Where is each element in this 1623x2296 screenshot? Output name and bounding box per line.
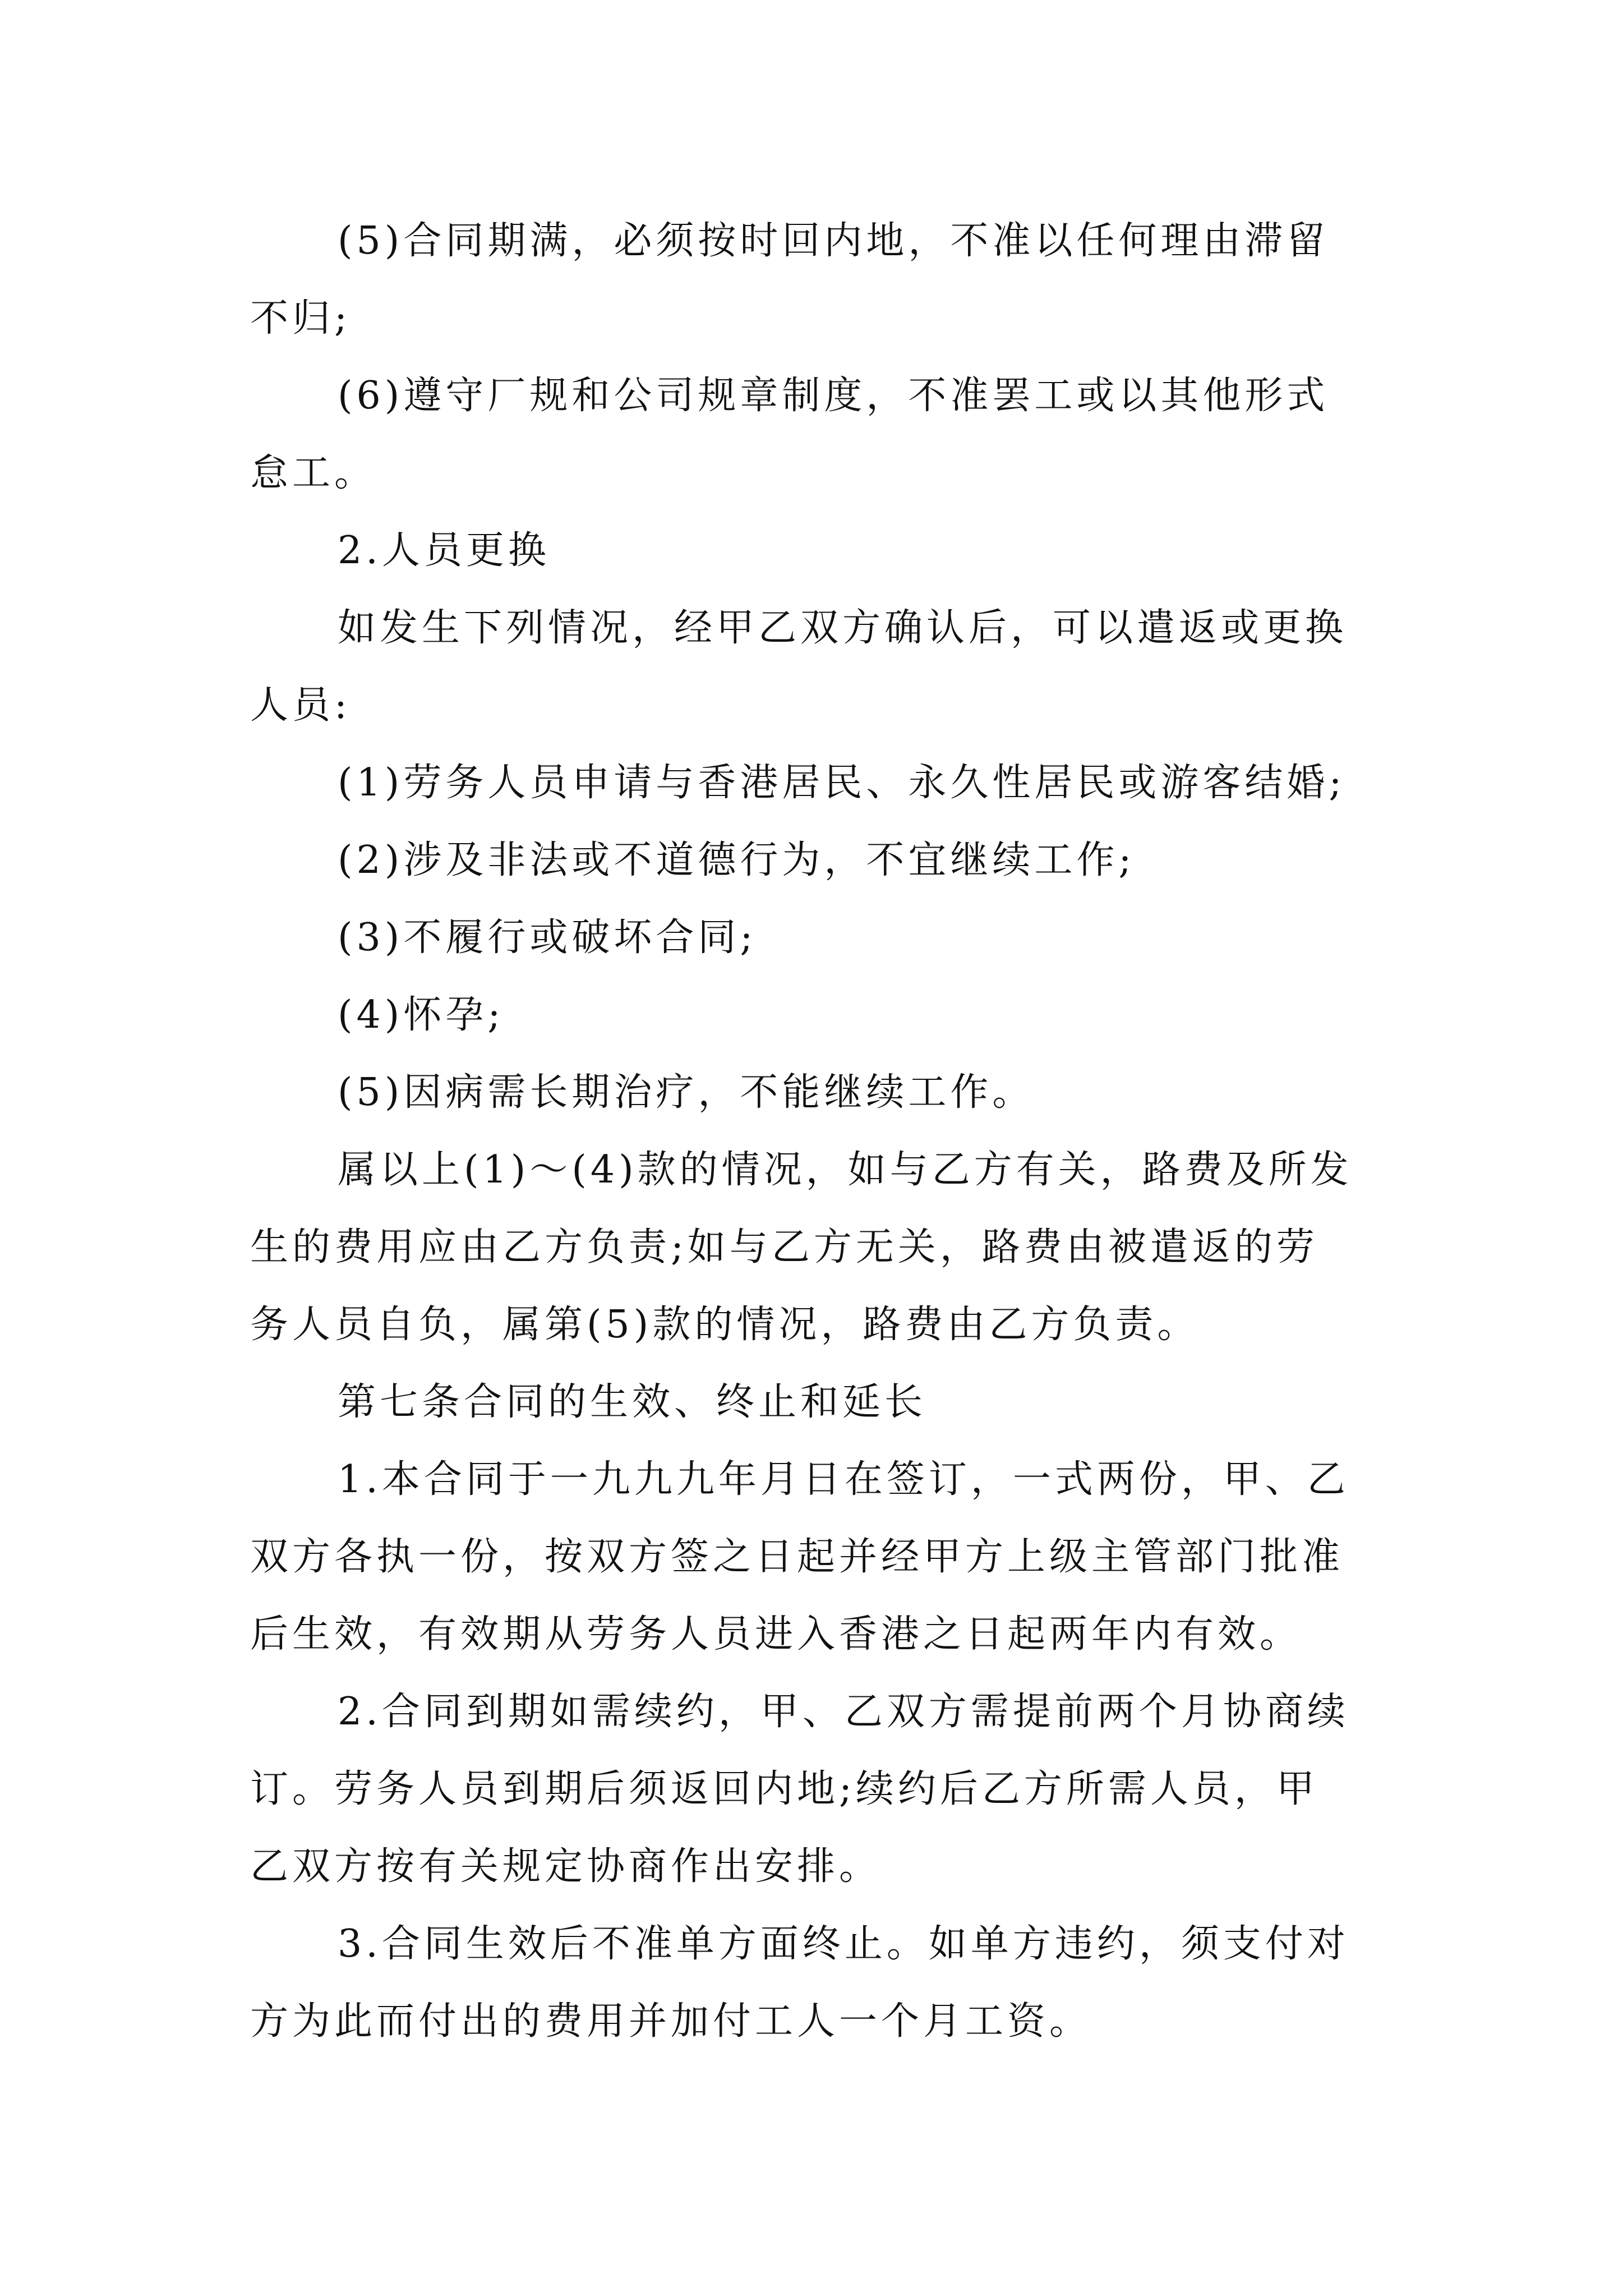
text-line: 第七条合同的生效、终止和延长 <box>338 1380 927 1424</box>
text-line: 2.合同到期如需续约，甲、乙双方需提前两个月协商续 <box>338 1690 1349 1734</box>
text-line: 人员: <box>250 683 351 728</box>
text-line: 属以上(1)～(4)款的情况，如与乙方有关，路费及所发 <box>338 1148 1353 1192</box>
text-line: 订。劳务人员到期后须返回内地;续约后乙方所需人员，甲 <box>250 1767 1318 1811</box>
text-line: 2.人员更换 <box>338 528 550 573</box>
text-line: (1)劳务人员申请与香港居民、永久性居民或游客结婚; <box>338 761 1346 805</box>
text-line: 后生效，有效期从劳务人员进入香港之日起两年内有效。 <box>250 1612 1302 1657</box>
text-line: (5)因病需长期治疗，不能继续工作。 <box>338 1070 1035 1115</box>
text-line: 1.本合同于一九九九年月日在签订，一式两份，甲、乙 <box>338 1457 1349 1502</box>
text-line: (5)合同期满，必须按时回内地，不准以任何理由滞留 <box>338 219 1329 263</box>
text-line: (3)不履行或破坏合同; <box>338 915 757 960</box>
text-line: 乙双方按有关规定协商作出安排。 <box>250 1844 882 1889</box>
text-line: 如发生下列情况，经甲乙双方确认后，可以遣返或更换 <box>338 606 1348 650</box>
text-line: (4)怀孕; <box>338 993 505 1037</box>
text-line: 方为此而付出的费用并加付工人一个月工资。 <box>250 1999 1092 2044</box>
text-line: (2)涉及非法或不道德行为，不宜继续工作; <box>338 838 1136 882</box>
text-line: 不归; <box>250 296 351 341</box>
text-line: 务人员自负，属第(5)款的情况，路费由乙方负责。 <box>250 1303 1200 1347</box>
text-line: 生的费用应由乙方负责;如与乙方无关，路费由被遣返的劳 <box>250 1225 1318 1269</box>
text-line: 3.合同生效后不准单方面终止。如单方违约，须支付对 <box>338 1922 1349 1966</box>
text-line: 双方各执一份，按双方签之日起并经甲方上级主管部门批准 <box>250 1535 1344 1579</box>
text-line: (6)遵守厂规和公司规章制度，不准罢工或以其他形式 <box>338 374 1329 418</box>
text-line: 怠工。 <box>250 451 377 495</box>
